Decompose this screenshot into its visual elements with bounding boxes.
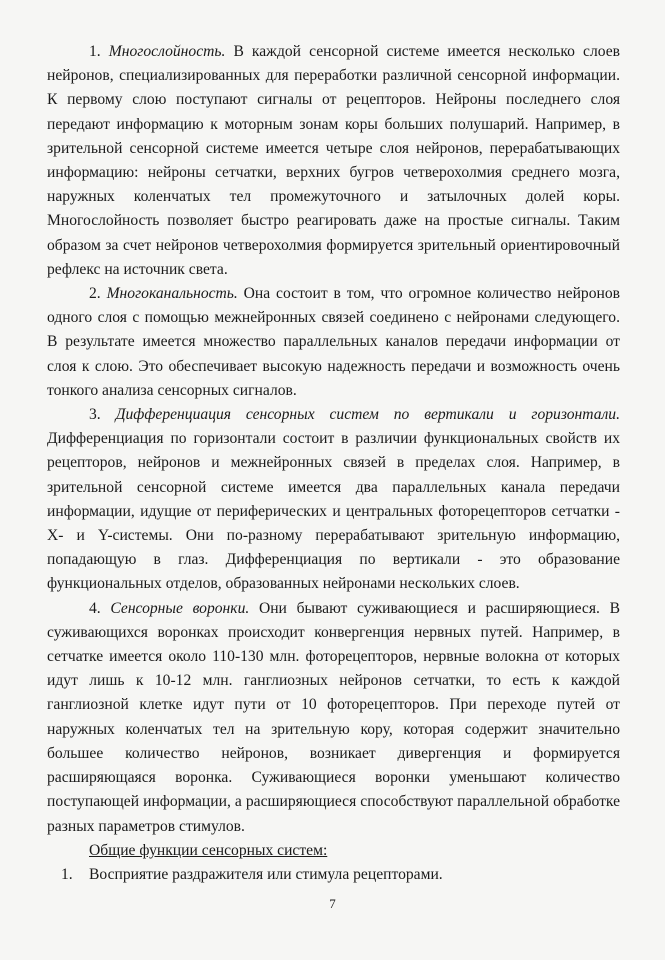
body-text xyxy=(47,40,620,887)
section-heading-colon: : xyxy=(322,841,328,859)
list-item xyxy=(47,863,620,887)
paragraph-funnels xyxy=(47,597,620,839)
list-item-number: 1. xyxy=(61,865,73,883)
section-heading-text: Общие функции сенсорных систем xyxy=(89,841,323,859)
paragraph-multilayer xyxy=(47,40,620,282)
term-funnels: Сенсорные воронки. xyxy=(110,599,250,617)
list-item-text: Восприятие раздражителя или стимула рецепторами. xyxy=(89,865,443,883)
section-heading xyxy=(47,839,620,863)
paragraph-label: 4. xyxy=(89,599,111,617)
term-multilayer: Многослойность. xyxy=(108,43,226,60)
paragraph-label: 3. xyxy=(89,406,116,424)
paragraph-label: 2. xyxy=(89,285,107,303)
paragraph-multichannel xyxy=(47,282,620,403)
paragraph-text: Они бывают суживающиеся и расширяющиеся. В суживающихся воронках происходит конвергенция нервных путей. Например, в сетчатке имеется около 110-130 млн. фоторецепторов, нервные волокна от которых идут лишь к 10-12 млн. ганглиозных нейронов сетчатки, то есть к каждой ганглиозной клетке идут пути от 10 фоторецепторов. При переходе путей от наружных коленчатых тел на зрительную кору, которая содержит значительно большее количество нейронов, возникает дивергенция и формируется расширяющаяся воронка. Суживающиеся воронки уменьшают количество поступающей информации, а расширяющиеся способствуют параллельной обработке разных параметров стимулов. xyxy=(47,599,620,835)
paragraph-text: Она состоит в том, что огромное количество нейронов одного слоя с помощью межнейронных связей соединено с нейронами следующего. В результате имеется множество параллельных каналов передачи информации от слоя к слою. Это обеспечивает высокую надежность передачи и возможность очень тонкого анализа сенсорных сигналов. xyxy=(47,285,621,399)
page-number: 7 xyxy=(329,896,336,911)
term-differentiation: Дифференциация сенсорных систем по вертикали и горизонтали. xyxy=(115,406,620,424)
paragraph-text: Дифференциация по горизонтали состоит в различии функциональных свойств их рецепторов, нейронов и межнейронных связей в пределах слоя. Например, в зрительной сенсорной системе имеется два параллельных канала передачи информации, идущие от периферических и центральных фоторецепторов сетчатки - X- и Y-системы. Они по-разному перерабатывают зрительную информацию, попадающую в глаз. Дифференциация по вертикали - это образование функциональных отделов, образованных нейронами нескольких слоев. xyxy=(47,430,620,593)
paragraph-label: 1. xyxy=(89,43,109,60)
paragraph-differentiation xyxy=(47,403,620,597)
paragraph-text: В каждой сенсорной системе имеется несколько слоев нейронов, специализированных для переработки различной сенсорной информации. К первому слою поступают сигналы от рецепторов. Нейроны последнего слоя передают информацию к моторным зонам коры больших полушарий. Например, в зрительной сенсорной системе имеется четыре слоя нейронов, перерабатывающих информацию: нейроны сетчатки, верхних бугров четверохолмия среднего мозга, наружных коленчатых тел промежуточного и затылочных долей коры. Многослойность позволяет быстро реагировать даже на простые сигналы. Таким образом за счет нейронов четверохолмия формируется зрительный ориентировочный рефлекс на источник света. xyxy=(47,43,621,278)
term-multichannel: Многоканальность. xyxy=(106,285,238,303)
